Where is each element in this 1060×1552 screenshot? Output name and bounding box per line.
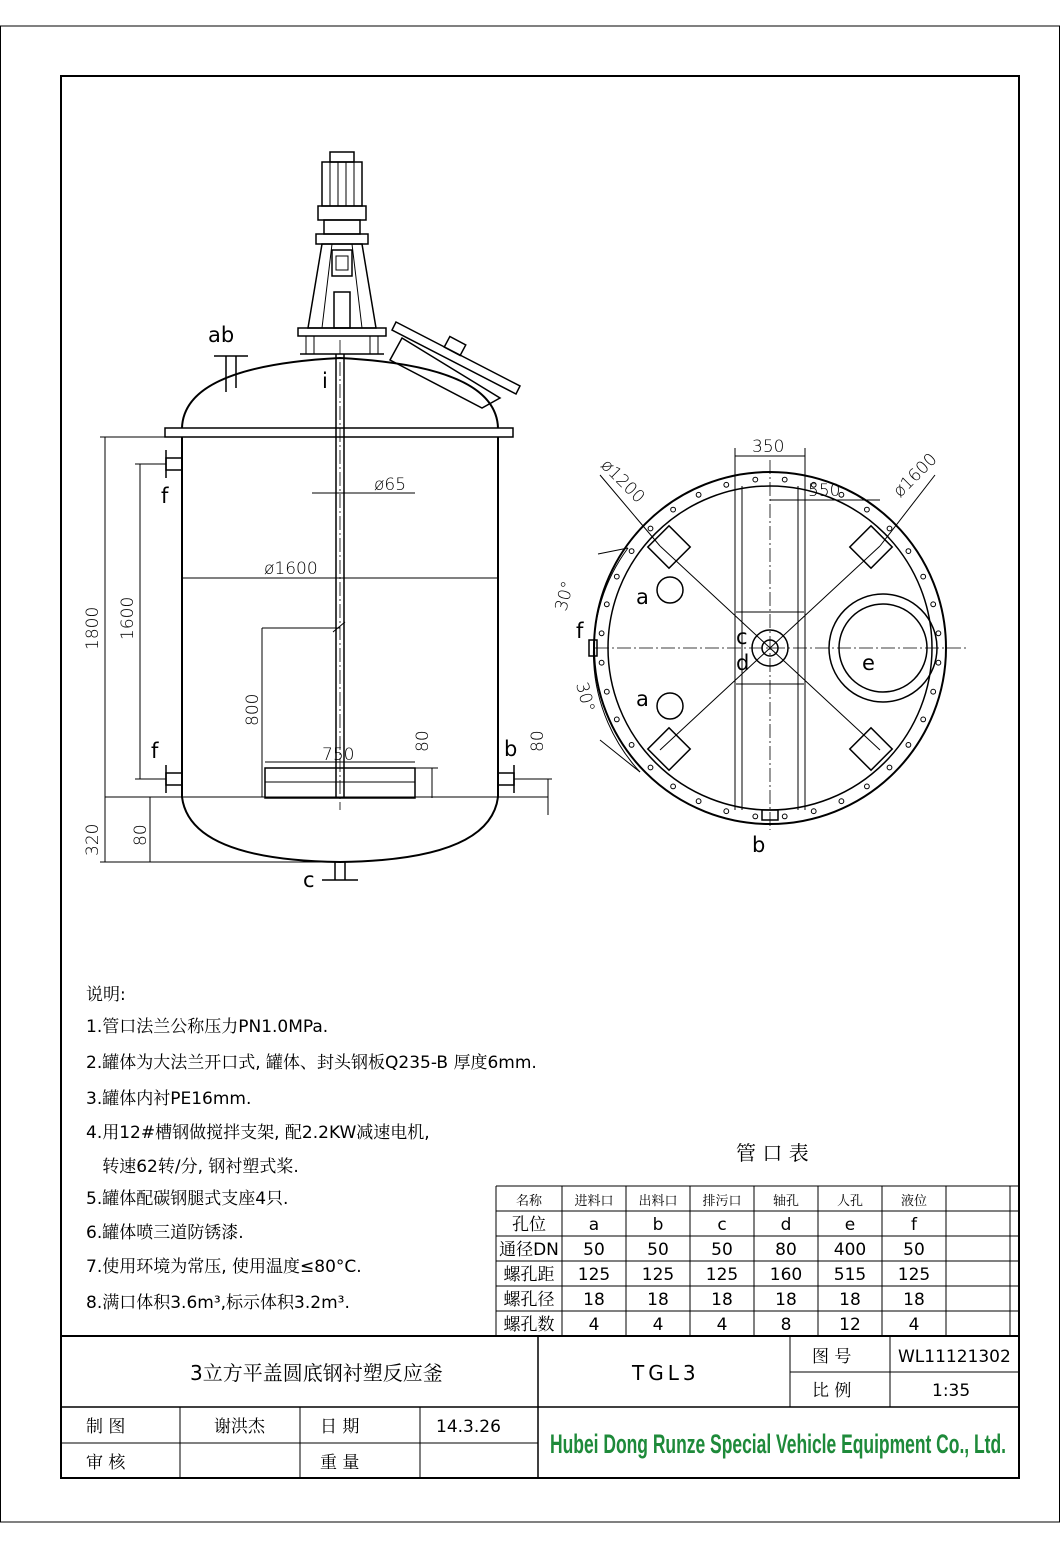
notes bbox=[86, 985, 537, 1313]
model-number: TGL3 bbox=[632, 1361, 700, 1385]
bolt-hole bbox=[614, 574, 619, 579]
dim-750: 750 bbox=[322, 745, 355, 765]
dim-1800: 1800 bbox=[83, 606, 103, 650]
dim-1600-v: 1600 bbox=[118, 596, 138, 640]
table-cell: 125 bbox=[577, 1265, 611, 1285]
label-b: b bbox=[504, 737, 518, 761]
drawn-by: 谢洪杰 bbox=[214, 1417, 265, 1437]
table-row-header: 通径DN bbox=[499, 1240, 559, 1260]
plan-label-b: b bbox=[752, 833, 766, 857]
agitator-shaft bbox=[336, 340, 344, 810]
company-name: Hubei Dong Runze Special Vehicle Equipment Co., Ltd. bbox=[550, 1429, 1006, 1459]
bolt-hole bbox=[614, 717, 619, 722]
table-cell: 515 bbox=[833, 1265, 867, 1285]
bolt-hole bbox=[921, 574, 926, 579]
bolt-hole bbox=[599, 631, 604, 636]
bolt-hole bbox=[865, 507, 870, 512]
bolt-hole bbox=[648, 765, 653, 770]
weight-label: 重 量 bbox=[320, 1453, 360, 1473]
bolt-hole bbox=[782, 814, 787, 819]
table-cell: 液位 bbox=[900, 1194, 928, 1209]
table-cell: b bbox=[652, 1215, 664, 1235]
bolt-hole bbox=[931, 602, 936, 607]
table-cell: 50 bbox=[903, 1240, 925, 1260]
dim-550: 550 bbox=[808, 481, 841, 501]
nozzle-f-upper bbox=[166, 450, 182, 478]
table-cell: c bbox=[717, 1215, 727, 1235]
label-i: i bbox=[322, 369, 328, 393]
front-elevation bbox=[83, 152, 552, 892]
note-4b: 转速62转/分, 钢衬塑式桨. bbox=[86, 1157, 299, 1177]
note-1: 1.管口法兰公称压力PN1.0MPa. bbox=[86, 1017, 329, 1037]
note-5: 5.罐体配碳钢腿式支座4只. bbox=[86, 1189, 289, 1209]
bolt-hole bbox=[648, 526, 653, 531]
plan-view bbox=[552, 437, 966, 857]
bolt-hole bbox=[696, 799, 701, 804]
table-cell: 125 bbox=[641, 1265, 675, 1285]
table-cell: 进料口 bbox=[574, 1194, 614, 1209]
table-cell: 18 bbox=[647, 1290, 669, 1310]
plan-label-e: e bbox=[862, 651, 875, 675]
nozzle-b bbox=[498, 765, 514, 793]
label-f-lower: f bbox=[151, 739, 159, 763]
table-cell: 18 bbox=[839, 1290, 861, 1310]
plan-label-c: c bbox=[736, 625, 748, 649]
bolt-hole bbox=[887, 765, 892, 770]
nozzle-table-title: 管 口 表 bbox=[736, 1141, 809, 1165]
bolt-hole bbox=[906, 743, 911, 748]
label-c: c bbox=[303, 868, 315, 892]
table-cell: 18 bbox=[775, 1290, 797, 1310]
note-4: 4.用12#槽钢做搅拌支架, 配2.2KW减速电机, bbox=[86, 1123, 430, 1143]
bolt-hole bbox=[936, 631, 941, 636]
table-cell: d bbox=[780, 1215, 792, 1235]
table-cell: 125 bbox=[705, 1265, 739, 1285]
drawn-label: 制 图 bbox=[86, 1417, 126, 1437]
body-flange bbox=[165, 428, 513, 437]
date-label: 日 期 bbox=[320, 1417, 360, 1437]
bolt-hole bbox=[906, 549, 911, 554]
gear-motor bbox=[316, 152, 368, 244]
note-8: 8.满口体积3.6m³,标示体积3.2m³. bbox=[86, 1293, 350, 1313]
table-cell: 排污口 bbox=[702, 1194, 742, 1209]
table-cell: 人孔 bbox=[836, 1194, 864, 1209]
nozzle-table bbox=[496, 1141, 1019, 1336]
plan-label-a-bottom: a bbox=[636, 687, 649, 711]
bolt-hole bbox=[671, 784, 676, 789]
table-cell: 12 bbox=[839, 1315, 861, 1335]
table-cell: 160 bbox=[769, 1265, 803, 1285]
table-row-header: 螺孔距 bbox=[503, 1265, 555, 1285]
bolt-hole bbox=[724, 809, 729, 814]
table-cell: 50 bbox=[583, 1240, 605, 1260]
dim-d1600-plan: ø1600 bbox=[889, 449, 942, 502]
table-row-header: 名称 bbox=[515, 1194, 543, 1209]
table-row-header: 孔位 bbox=[512, 1215, 546, 1235]
table-cell: 4 bbox=[652, 1315, 664, 1335]
bolt-hole bbox=[887, 526, 892, 531]
table-cell: 18 bbox=[711, 1290, 733, 1310]
bolt-hole bbox=[696, 492, 701, 497]
review-label: 审 核 bbox=[86, 1453, 126, 1473]
table-cell: 4 bbox=[716, 1315, 728, 1335]
label-ab: ab bbox=[208, 323, 235, 347]
dim-30-bottom: 30° bbox=[571, 680, 599, 715]
table-cell: 8 bbox=[780, 1315, 792, 1335]
drawing-no: WL11121302 bbox=[898, 1347, 1011, 1367]
table-cell: 4 bbox=[588, 1315, 600, 1335]
bolt-hole bbox=[931, 689, 936, 694]
table-cell: a bbox=[588, 1215, 600, 1235]
scale-label: 比 例 bbox=[812, 1381, 852, 1401]
bolt-hole bbox=[753, 814, 758, 819]
table-cell: 18 bbox=[903, 1290, 925, 1310]
bolt-hole bbox=[782, 477, 787, 482]
note-2: 2.罐体为大法兰开口式, 罐体、封头钢板Q235-B 厚度6mm. bbox=[86, 1053, 537, 1073]
bolt-hole bbox=[811, 809, 816, 814]
table-cell: 80 bbox=[775, 1240, 797, 1260]
dim-350: 350 bbox=[752, 437, 785, 457]
note-6: 6.罐体喷三道防锈漆. bbox=[86, 1223, 244, 1243]
dim-800: 800 bbox=[243, 693, 263, 726]
dim-80-b: 80 bbox=[528, 730, 548, 752]
title-block bbox=[61, 1336, 1019, 1478]
drawing-name: 3立方平盖圆底钢衬塑反应釜 bbox=[190, 1361, 443, 1385]
dim-30-top: 30° bbox=[551, 579, 579, 614]
table-cell: 125 bbox=[897, 1265, 931, 1285]
agitator-frame bbox=[298, 244, 386, 354]
bolt-hole bbox=[671, 507, 676, 512]
table-row-header: 螺孔数 bbox=[503, 1315, 555, 1335]
table-row-header: 螺孔径 bbox=[503, 1290, 555, 1310]
notes-heading: 说明: bbox=[86, 985, 126, 1005]
date-value: 14.3.26 bbox=[436, 1417, 501, 1437]
bolt-hole bbox=[599, 660, 604, 665]
table-cell: 400 bbox=[833, 1240, 867, 1260]
table-cell: 50 bbox=[711, 1240, 733, 1260]
note-7: 7.使用环境为常压, 使用温度≤80°C. bbox=[86, 1257, 362, 1277]
dim-80-c: 80 bbox=[131, 824, 151, 846]
bolt-hole bbox=[604, 602, 609, 607]
bolt-hole bbox=[839, 799, 844, 804]
table-cell: f bbox=[911, 1215, 917, 1235]
note-3: 3.罐体内衬PE16mm. bbox=[86, 1089, 252, 1109]
dim-80-a: 80 bbox=[413, 730, 433, 752]
table-cell: 18 bbox=[583, 1290, 605, 1310]
plan-label-d: d bbox=[736, 651, 750, 675]
dim-320: 320 bbox=[83, 823, 103, 856]
bolt-hole bbox=[629, 549, 634, 554]
table-cell: e bbox=[844, 1215, 856, 1235]
dim-65: ø65 bbox=[374, 475, 407, 495]
table-cell: 4 bbox=[908, 1315, 920, 1335]
scale-value: 1:35 bbox=[932, 1381, 971, 1401]
table-cell: 50 bbox=[647, 1240, 669, 1260]
plan-label-a-top: a bbox=[636, 585, 649, 609]
nozzle-c bbox=[322, 862, 358, 880]
bolt-hole bbox=[936, 660, 941, 665]
dim-d1200: ø1200 bbox=[596, 455, 649, 508]
plan-label-f: f bbox=[576, 619, 584, 643]
bolt-hole bbox=[753, 477, 758, 482]
bolt-hole bbox=[724, 482, 729, 487]
bolt-hole bbox=[629, 743, 634, 748]
table-cell: 出料口 bbox=[638, 1194, 678, 1209]
table-cell: 轴孔 bbox=[772, 1194, 800, 1209]
label-f-upper: f bbox=[161, 484, 169, 508]
nozzle-ab bbox=[214, 356, 248, 392]
dim-1600: ø1600 bbox=[264, 559, 318, 579]
bolt-hole bbox=[604, 689, 609, 694]
bolt-hole bbox=[921, 717, 926, 722]
nozzle-f-lower bbox=[166, 765, 182, 793]
bolt-hole bbox=[865, 784, 870, 789]
drawing-no-label: 图 号 bbox=[812, 1347, 852, 1367]
